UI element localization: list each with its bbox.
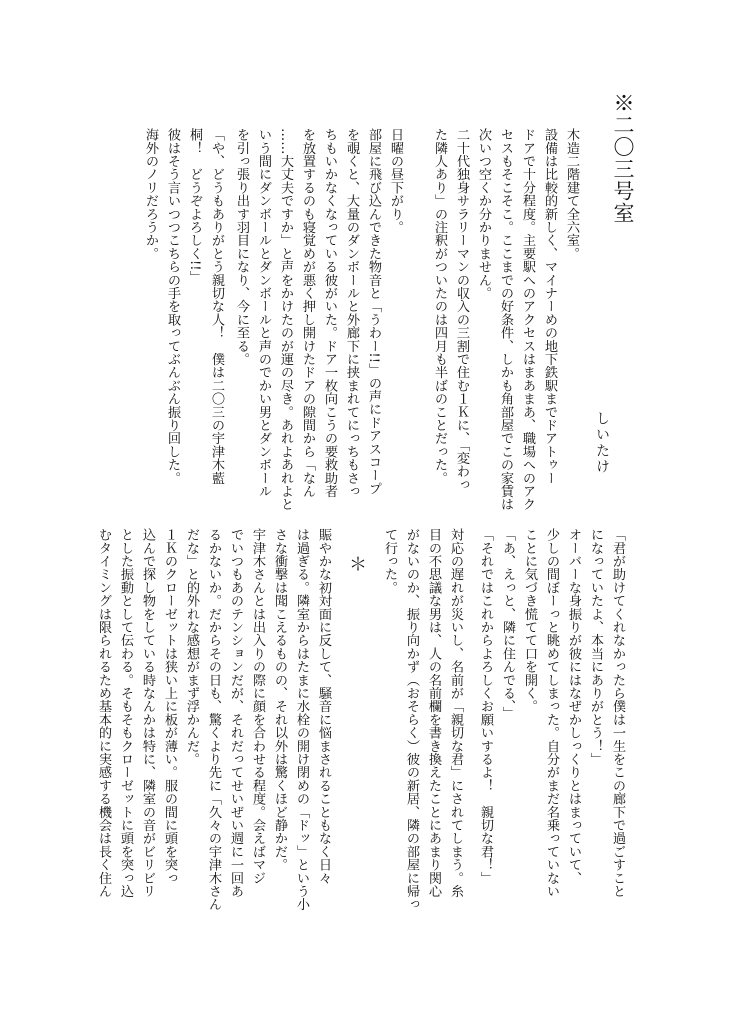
text-column: でいつもあのテンションだが、それだってせいぜい週に一回あ [228, 528, 243, 898]
text-column: 次いつ空くか分かりません。 [476, 128, 491, 300]
text-column: を覗くと、大量のダンボールと外廊下に挟まれてにっちもさっ [344, 128, 359, 498]
text-column: は過ぎる。隣室からはたまに水栓の開け閉めの「ドッ」という小 [294, 528, 309, 911]
text-column: さな衝撃は聞こえるものの、それ以外は驚くほど静かだ。 [272, 528, 287, 872]
text-column: 「それではこれからよろしくお願いするよ！ 親切な君！」 [478, 528, 493, 885]
text-column: 海外のノリだろうか。 [143, 128, 158, 260]
text-column: を引っ張り出す羽目になり、今に至る。 [234, 128, 249, 366]
story-title: ※二〇三号室 [611, 92, 635, 224]
text-column: 対応の遅れが災いし、名前が「親切な君」にされてしまう。糸 [448, 528, 463, 898]
text-column: るかないか。だからその日も、驚くより先に「久々の宇津木さん [206, 528, 221, 911]
text-column: ……大丈夫ですか」と声をかけたのが運の尽き。あれよあれよと [278, 128, 293, 511]
text-column: 木造二階建て全六室。 [564, 128, 579, 260]
text-column: 日曜の昼下がり。 [388, 128, 403, 234]
text-column: ドアで十分程度。主要駅へのアクセスはまあまあ、職場へのアク [520, 128, 535, 511]
text-column: 彼はそう言いつつこちらの手を取ってぶんぶん振り回した。 [165, 128, 180, 485]
text-column: だな」と的外れな感想がまず浮かんだ。 [184, 528, 199, 766]
text-column: 設備は比較的新しく、マイナーめの地下鉄駅までドアトゥー [542, 128, 557, 485]
text-column: 賑やかな初対面に反して、騒音に悩まされることもなく日々 [316, 528, 331, 885]
text-column: がないのか、振り向かず（おそらく）彼の新居、隣の部屋に帰っ [404, 528, 419, 911]
text-column: セスもそこそこ。ここまでの好条件、しかも角部屋でこの家賃は [498, 128, 513, 511]
text-column: 少しの間ぼーっと眺めてしまった。自分がまだ名乗っていない [544, 528, 559, 898]
text-column: いう間にダンボールとダンボールと声のでかい男とダンボール [256, 128, 271, 498]
text-column: １Ｋのクローゼットは狭い上に板が薄い。服の間に頭を突っ [162, 528, 177, 885]
text-column: を放置するのも寝覚めが悪く押し開けたドアの隙間から「なん [300, 128, 315, 498]
text-column: た隣人あり」の注釈がついたのは四月も半ばのことだった。 [432, 128, 447, 485]
text-column: 宇津木さんとは出入りの際に顔を合わせる程度。会えばマジ [250, 528, 265, 885]
text-column: 部屋に飛び込んできた物音と「うわー!!」の声にドアスコープ [366, 128, 381, 495]
text-column: 目の不思議な男は、人の名前欄を書き換えたことにあまり関心 [426, 528, 441, 898]
text-column: 「君が助けてくれなかったら僕は一生をこの廊下で過ごすこと [610, 528, 625, 898]
author-name: しいたけ [594, 411, 610, 475]
text-column: 桐！ どうぞよろしく!!」 [187, 128, 202, 284]
text-column: むタイミングは限られるため基本的に実感する機会は長く住ん [96, 528, 111, 898]
text-column: て行った。 [382, 528, 397, 594]
text-column: とした振動として伝わる。そもそもクローゼットに頭を突っ込 [118, 528, 133, 898]
text-column: 込んで探し物をしている時なんかは特に、隣室の音がビリビリ [140, 528, 155, 898]
text-column: オーバーな身振りが彼にはなぜかしっくりとはまっていて、 [566, 528, 581, 885]
text-column: 「や、どうもありがとう親切な人！ 僕は二〇三の宇津木藍 [209, 128, 224, 485]
text-column: になっていたよ、本当にありがとう！」 [588, 528, 603, 766]
text-column: ちもいかなくなっている彼がいた。ドア一枚向こうの要救助者 [322, 128, 337, 498]
section-break-asterisk: ＊ [346, 555, 367, 573]
text-column: ことに気づき慌てて口を開く。 [522, 528, 537, 713]
text-column: 二十代独身サラリーマンの収入の三割で住む１Ｋに、「変わっ [454, 128, 469, 491]
text-column: 「あ、えっと、隣に住んでる、」 [500, 528, 515, 720]
